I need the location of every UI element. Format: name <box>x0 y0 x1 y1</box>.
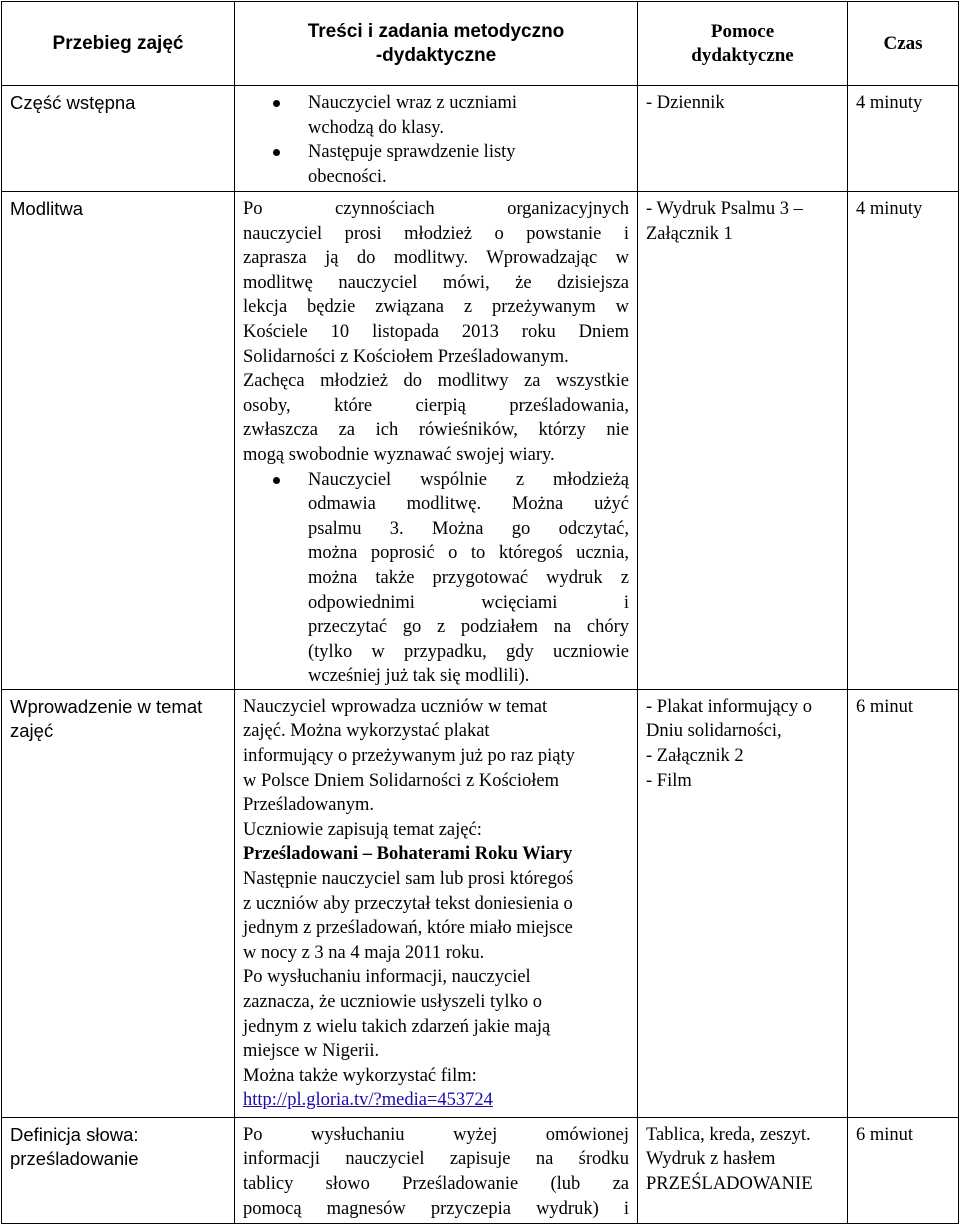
aids-cell: - Dziennik <box>638 86 848 192</box>
lesson-topic: Prześladowani – Bohaterami Roku Wiary <box>243 844 573 865</box>
stage-cell: Modlitwa <box>2 192 235 690</box>
header-time: Czas <box>848 2 959 86</box>
table-row <box>2 1117 959 1223</box>
time-cell: 4 minuty <box>848 192 959 690</box>
bullet-icon <box>273 477 280 484</box>
time-cell: 6 minut <box>848 689 959 1117</box>
content-cell: Po wysłuchaniu wyżej omówionej informacji nauczyciel zapisuje na środku tablicy słowo Prześladowanie (lub za pomocą magnesów przyczepia wydruk) i <box>235 1117 638 1223</box>
stage-cell: Część wstępna <box>2 86 235 192</box>
content-cell <box>235 86 638 192</box>
stage-cell: Definicja słowa: prześladowanie <box>2 1117 235 1223</box>
aids-cell: - Plakat informujący o Dniu solidarności, - Załącznik 2 - Film <box>638 689 848 1117</box>
film-link[interactable]: http://pl.gloria.tv/?media=453724 <box>243 1090 493 1111</box>
bullet-icon <box>273 100 280 107</box>
lesson-plan-table <box>1 1 959 1224</box>
aids-cell: - Wydruk Psalmu 3 – Załącznik 1 <box>638 192 848 690</box>
header-content: Treści i zadania metodyczno -dydaktyczne <box>235 2 638 86</box>
bullet-icon <box>273 149 280 156</box>
time-cell: 4 minuty <box>848 86 959 192</box>
table-header-row <box>2 2 959 86</box>
header-course: Przebieg zajęć <box>2 2 235 86</box>
bullet-list <box>243 91 629 189</box>
time-cell: 6 minut <box>848 1117 959 1223</box>
aids-cell: Tablica, kreda, zeszyt. Wydruk z hasłem PRZEŚLADOWANIE <box>638 1117 848 1223</box>
table-row <box>2 689 959 1117</box>
list-item: Nauczyciel wspólnie z młodzieżą odmawia modlitwę. Można użyć psalmu 3. Można go odczytać, można poprosić o to któregoś ucznia, można także przygotować wydruk z odpowiednimi wcięciami i przeczytać go z podziałem na chóry (tylko w przypadku, gdy uczniowie wcześniej już tak się modlili). <box>243 468 629 689</box>
stage-cell: Wprowadzenie w temat zajęć <box>2 689 235 1117</box>
list-item: Następuje sprawdzenie listy obecności. <box>243 140 629 189</box>
content-cell: Nauczyciel wprowadza uczniów w temat zajęć. Można wykorzystać plakat informujący o przeżywanym już po raz piąty w Polsce Dniem Solidarności z Kościołem Prześladowanym. Uczniowie zapisują temat zajęć: Prześladowani – Bohaterami Roku Wiary Następnie nauczyciel sam lub prosi któregoś z uczniów aby przeczytał tekst doniesienia o jednym z prześladowań, które miało miejsce w nocy z 3 na 4 maja 2011 roku. Po wysłuchaniu informacji, nauczyciel zaznacza, że uczniowie usłyszeli tylko o jednym z wielu takich zdarzeń jakie mają miejsce w Nigerii. Można także wykorzystać film: http://pl.gloria.tv/?media=453724 <box>235 689 638 1117</box>
table-row <box>2 86 959 192</box>
content-cell <box>235 192 638 690</box>
header-aids: Pomoce dydaktyczne <box>638 2 848 86</box>
paragraph: Po czynnościach organizacyjnych nauczyciel prosi młodzież o powstanie i zaprasza ją do modlitwy. Wprowadzając w modlitwę nauczyciel mówi, że dzisiejsza lekcja będzie związana z przeżywanym w Kościele 10 listopada 2013 roku Dniem Solidarności z Kościołem Prześladowanym. Zachęca młodzież do modlitwy za wszystkie osoby, które cierpią prześladowania, zwłaszcza za ich rówieśników, którzy nie mogą swobodnie wyznawać swojej wiary. <box>243 199 629 465</box>
table-row <box>2 192 959 690</box>
list-item: Nauczyciel wraz z uczniami wchodzą do klasy. <box>243 91 629 140</box>
bullet-list <box>243 468 629 689</box>
